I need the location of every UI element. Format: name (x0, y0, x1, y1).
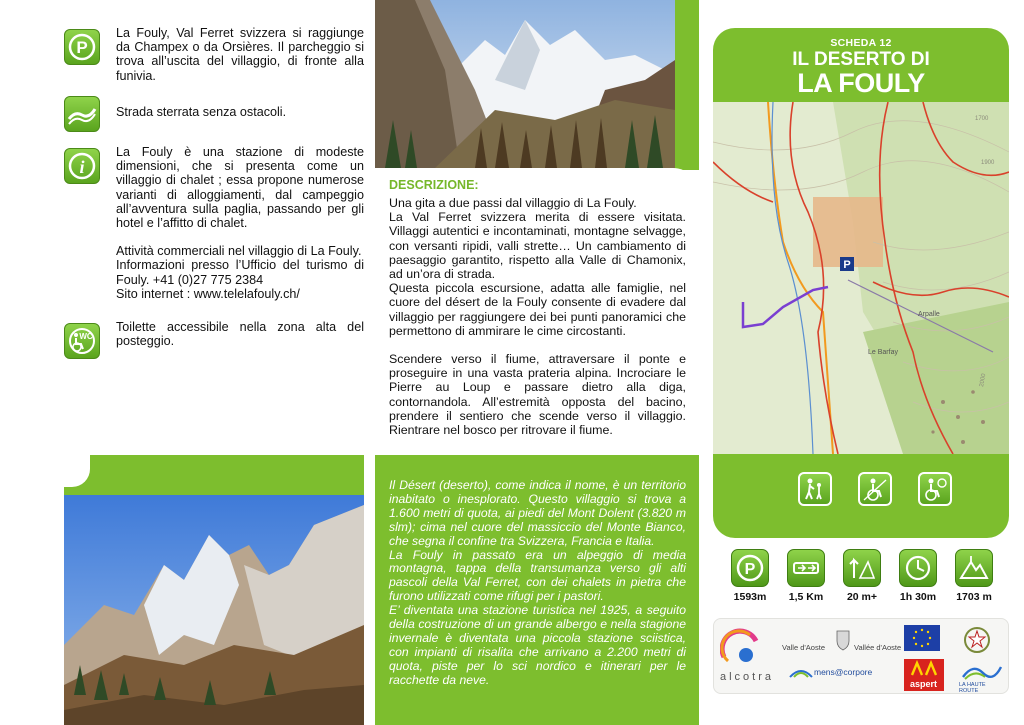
aspert-logo (904, 659, 944, 691)
description-box (375, 168, 699, 455)
stat-distance: 1,5 Km (788, 591, 824, 603)
map-place-barfay: Le Barfay (868, 349, 898, 356)
description-paragraph-4: Scendere verso il fiume, attraversare il ponte e proseguire in una vasta prateria alpina. Incrociare le Pierre au Loup e passare dietro alla diga, contornandola. All’estremità opposta del bacino, prendere il sentiero che scende verso il villaggio. Rientrare nel bosco per ritrovare il fiume. (389, 352, 686, 438)
partner-logos (713, 618, 1009, 694)
parking-text: La Fouly, Val Ferret svizzera si raggiunge da Champex o da Orsières. Il parcheggio si trova all’uscita del villaggio, di fronte alla funivia. (116, 26, 364, 83)
info-paragraph-4: Sito internet : www.telelafouly.ch/ (116, 286, 300, 301)
duration-icon (899, 549, 937, 587)
general-info-row (64, 145, 364, 300)
title-header (713, 28, 1009, 102)
history-box (375, 455, 699, 725)
green-band (64, 455, 364, 495)
alcotra-text: alcotra (720, 671, 775, 683)
description-paragraph-1: Una gita a due passi dal villaggio di La Fouly. (389, 196, 637, 210)
hiking-family-icon (798, 472, 832, 506)
toilet-info-row (64, 320, 364, 360)
alcotra-logo (720, 669, 780, 687)
title-line-2: LA FOULY (797, 68, 925, 98)
eu-flag-icon (904, 625, 940, 651)
max-altitude-icon (955, 549, 993, 587)
description-paragraph-3: Questa piccola escursione, adatta alle famiglie, nel cuore del désert de la Fouly consente di evadere dal villaggio per raggiungere dei bei punti panoramici che permettono di ammirare le cime circostanti. (389, 281, 686, 338)
distance-icon (787, 549, 825, 587)
history-paragraph-3: E’ diventata una stazione turistica nel 1925, a seguito della costruzione di un grande albergo e nella stagione invernale è diventata una piccola stazione sciistica, con impianti di risalita che arrivano a 2.200 metri di quota, piste per lo sci nordico e itinerari per le racchette da neve. (389, 603, 686, 687)
description-heading: DESCRIZIONE: (389, 178, 479, 192)
vda-text-2: Vallée d'Aoste (854, 643, 902, 652)
map-contour-3: 1700 (975, 116, 989, 122)
toilet-text: Toilette accessibile nella zona alta del posteggio. (116, 320, 364, 349)
info-paragraph-3: Informazioni presso l’Ufficio del turismo di Fouly. +41 (0)27 775 2384 (116, 258, 364, 287)
description-body (389, 196, 686, 437)
history-paragraph-1: Il Désert (deserto), come indica il nome, è un territorio inabitato o inesplorato. Questo villaggio si trova a 1.600 metri di quota, ai piedi del Mont Dolent (3.820 m slm); cima nel cuore del massiccio del Monte Bianco, che segna il confine tra Svizzera, Francia e Italia. (389, 478, 686, 548)
photo-panel (64, 455, 364, 725)
road-icon (64, 96, 100, 132)
map-place-arpalle: Arpalle (918, 311, 940, 318)
parking-info-row (64, 26, 364, 86)
road-info-row (64, 96, 364, 136)
description-panel (375, 0, 699, 725)
haute-route-logo (959, 659, 1005, 694)
wheelchair-outdoor-icon (858, 472, 892, 506)
category-icons-box (713, 454, 1009, 538)
aspert-text: aspert (910, 679, 938, 689)
history-paragraph-2: La Fouly in passato era un alpeggio di media montagna, tappa della transumanza verso gli alti pascoli della Val Ferret, con dei chalets in pietra che furono utilizzati come rifugi per i pastori. (389, 547, 686, 604)
stat-elevation-gain: 20 m+ (846, 591, 878, 603)
stat-duration: 1h 30m (899, 591, 937, 603)
region-crest-icon (836, 629, 850, 651)
route-panel (699, 0, 1024, 725)
route-map (713, 102, 1009, 454)
italian-republic-emblem-icon (962, 625, 992, 655)
accessible-toilet-icon (64, 323, 100, 359)
mountain-photo-lower (64, 495, 364, 725)
road-text: Strada sterrata senza ostacoli. (116, 105, 287, 119)
info-panel (0, 0, 375, 455)
elevation-gain-icon (843, 549, 881, 587)
map-contour-1: 1900 (981, 160, 995, 166)
info-icon (64, 148, 100, 184)
svg-text:P: P (76, 38, 88, 57)
stat-max-altitude: 1703 m (956, 591, 992, 603)
svg-text:i: i (79, 157, 85, 177)
mens-corpore-logo (814, 667, 894, 681)
map-parking-label: P (843, 259, 851, 271)
scheda-label: SCHEDA 12 (830, 37, 892, 49)
altitude-parking-icon (731, 549, 769, 587)
valle-aosta-logo-2 (854, 633, 906, 661)
parking-icon (64, 29, 100, 65)
info-text (116, 145, 364, 301)
history-text (389, 479, 686, 688)
svg-text:WC: WC (79, 332, 93, 341)
mens-corpore-text: mens@corpore (814, 667, 873, 677)
description-paragraph-2: La Val Ferret svizzera merita di essere visitata. Villaggi autentici e incontaminati, montagne selvagge, con versanti ripidi, valli strette… Un cambiamento di paesaggio garantito, rispetto alla Valle di Chamonix, ad un’ora di strada. (389, 210, 686, 282)
haute-route-text: LA HAUTE ROUTE (959, 682, 986, 694)
mens-corpore-icon (788, 663, 814, 681)
svg-text:P: P (744, 561, 756, 578)
vda-text-1: Valle d'Aoste (782, 643, 825, 652)
mountain-photo-upper (375, 0, 675, 168)
valle-aosta-logo-1 (782, 633, 834, 661)
title-line-1: IL DESERTO DI (792, 49, 930, 70)
stat-altitude-parking: 1593m (733, 591, 767, 603)
info-paragraph-2: Attività commerciali nel villaggio di La Fouly. (116, 244, 362, 259)
info-paragraph-1: La Fouly è una stazione di modeste dimensioni, che si presenta come un villaggio di chalet ; essa propone numerose varianti di alloggiamenti, dal campeggio all’avventura sulla paglia, passando per gli hotel e l’affitto di chalet. (116, 145, 364, 231)
accessible-path-icon (918, 472, 952, 506)
map-contour-2: 2000 (979, 373, 988, 388)
ecoturismo-logo (720, 627, 760, 667)
